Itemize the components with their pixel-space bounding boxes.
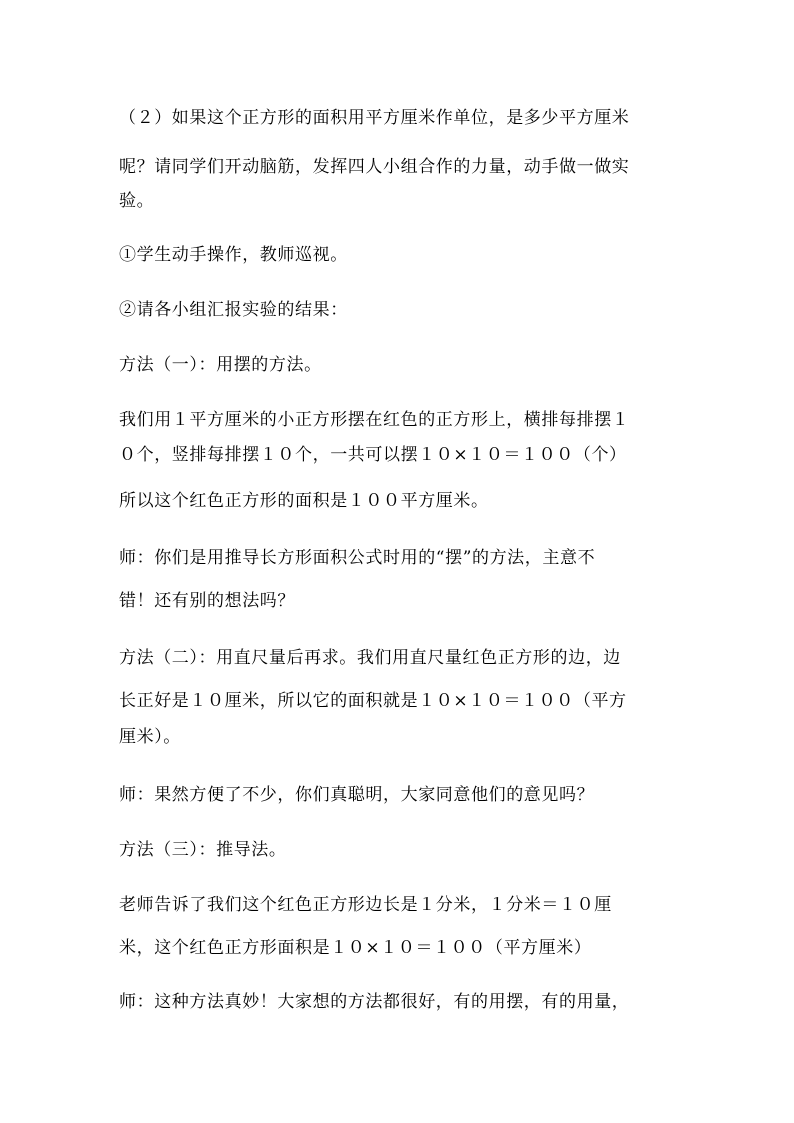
text-line: 呢？请同学们开动脑筋，发挥四人小组合作的力量，动手做一做实	[119, 157, 630, 177]
text-line: （２）如果这个正方形的面积用平方厘米作单位，是多少平方厘米	[119, 108, 630, 128]
text-line: 方法（三）：推导法。	[119, 840, 287, 860]
text-line: ②请各小组汇报实验的结果：	[119, 300, 348, 320]
text-line: 米，这个红色正方形面积是１０×１０＝１００（平方厘米）	[119, 938, 592, 958]
text-line: 师：你们是用推导长方形面积公式时用的“摆”的方法，主意不	[119, 548, 596, 568]
text-line: 方法（二）：用直尺量后再求。我们用直尺量红色正方形的边，边	[119, 648, 621, 668]
text-line: ①学生动手操作，教师巡视。	[119, 245, 348, 265]
text-line: 错！还有别的想法吗？	[119, 591, 295, 611]
text-line: 方法（一）：用摆的方法。	[119, 355, 322, 375]
text-line: 验。	[119, 191, 155, 211]
text-line: 长正好是１０厘米，所以它的面积就是１０×１０＝１００（平方	[119, 691, 627, 711]
text-line: 所以这个红色正方形的面积是１００平方厘米。	[119, 491, 489, 511]
text-line: 师：果然方便了不少，你们真聪明，大家同意他们的意见吗？	[119, 785, 595, 805]
text-line: 老师告诉了我们这个红色正方形边长是１分米，１分米＝１０厘	[119, 895, 612, 915]
text-line: 我们用１平方厘米的小正方形摆在红色的正方形上，横排每排摆１	[119, 410, 630, 430]
text-line: 厘米）。	[119, 727, 181, 747]
text-line: 师：这种方法真妙！大家想的方法都很好，有的用摆，有的用量，	[119, 992, 630, 1012]
text-line: ０个，竖排每排摆１０个，一共可以摆１０×１０＝１００（个）	[119, 445, 627, 465]
